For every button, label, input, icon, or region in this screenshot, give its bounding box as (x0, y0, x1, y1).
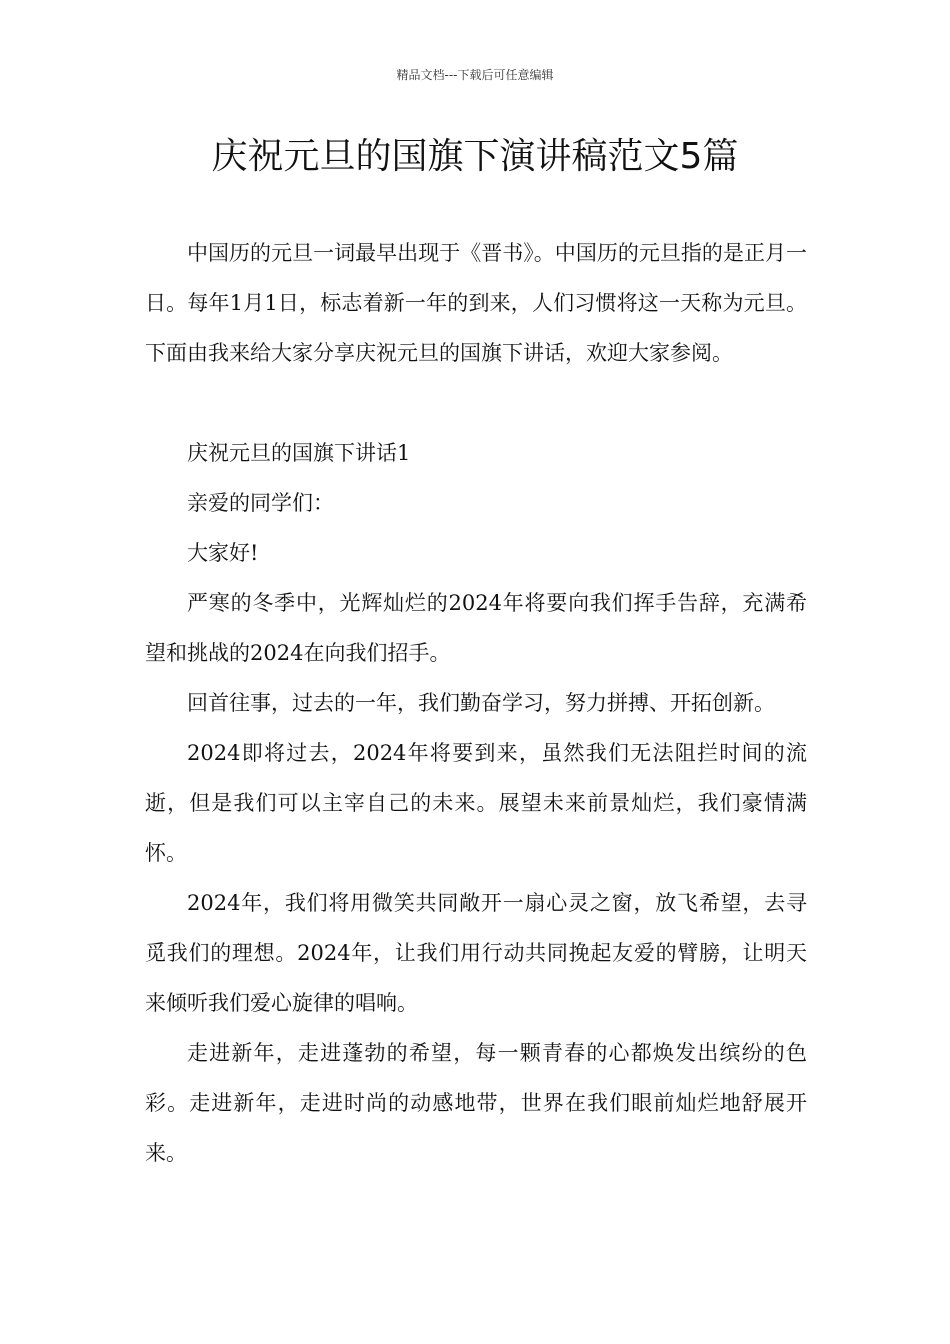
intro-paragraph: 中国历的元旦一词最早出现于《晋书》。中国历的元旦指的是正月一日。每年1月1日，标志着新一年的到来，人们习惯将这一天称为元旦。下面由我来给大家分享庆祝元旦的国旗下讲话，欢迎大家参阅。 (145, 241, 807, 365)
document-title: 庆祝元旦的国旗下演讲稿范文5篇 (211, 136, 739, 177)
body-paragraph: 2024年，我们将用微笑共同敞开一扇心灵之窗，放飞希望，去寻觅我们的理想。2024年，让我们用行动共同挽起友爱的臂膀，让明天来倾听我们爱心旋律的唱响。 (145, 891, 807, 1015)
body-paragraph: 严寒的冬季中，光辉灿烂的2024年将要向我们挥手告辞，充满希望和挑战的2024在向我们招手。 (145, 591, 807, 665)
paragraph-spacer (145, 378, 807, 428)
salutation: 亲爱的同学们： (187, 491, 334, 515)
page-header-watermark: 精品文档---下载后可任意编辑 (396, 68, 554, 82)
section-heading: 庆祝元旦的国旗下讲话1 (187, 441, 411, 465)
body-paragraph: 回首往事，过去的一年，我们勤奋学习，努力拼搏、开拓创新。 (187, 691, 775, 715)
body-paragraph: 走进新年，走进蓬勃的希望，每一颗青春的心都焕发出缤纷的色彩。走进新年，走进时尚的动感地带，世界在我们眼前灿烂地舒展开来。 (145, 1041, 807, 1165)
body-paragraph: 2024即将过去，2024年将要到来，虽然我们无法阻拦时间的流逝，但是我们可以主宰自己的未来。展望未来前景灿烂，我们豪情满怀。 (145, 741, 807, 865)
document-body (145, 228, 807, 1178)
greeting: 大家好! (187, 541, 259, 565)
